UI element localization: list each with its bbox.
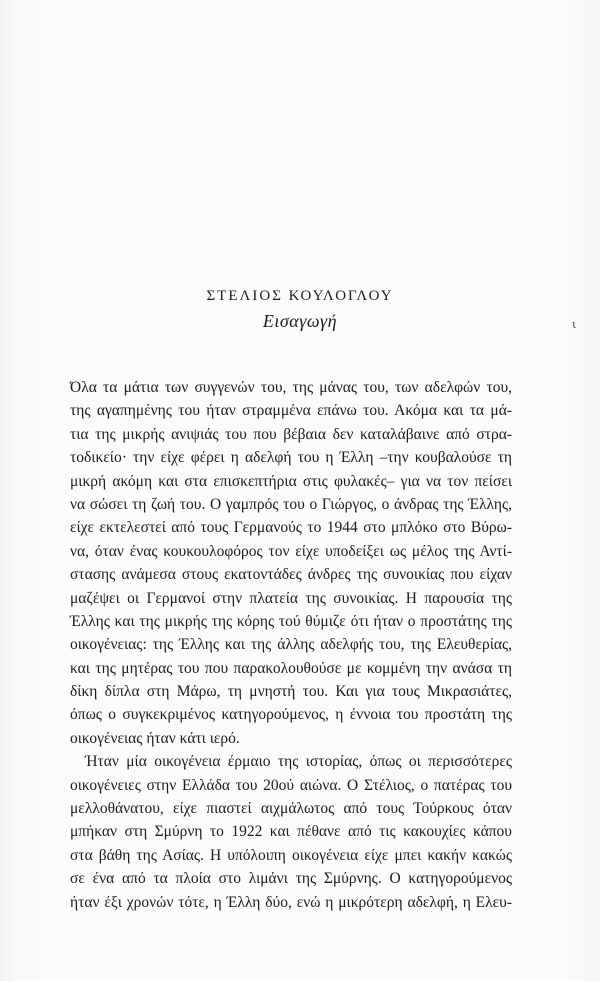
text-line: μικρή ακόμη και στα επισκεπτήρια στις φυλακές– για να τον πείσει bbox=[70, 472, 512, 490]
text-line: Έλλης και της μικρής της κόρης τού θύμιζε ότι ήταν ο προστάτης της bbox=[70, 612, 512, 630]
text-line: μπήκαν στη Σμύρνη το 1922 και πέθανε από τις κακουχίες κάπου bbox=[70, 823, 512, 841]
paragraph bbox=[70, 376, 512, 750]
paragraph bbox=[70, 750, 512, 914]
text-line: οικογένειας: της Έλλης και της άλλης αδελφής του, της Ελευθερίας, bbox=[70, 636, 512, 654]
margin-mark: ι bbox=[572, 318, 577, 331]
text-line: Όλα τα μάτια των συγγενών του, της μάνας του, των αδελφών του, bbox=[70, 379, 512, 396]
text-line: να, όταν ένας κουκουλοφόρος τον είχε υποδείξει ως μέλος της Αντί- bbox=[70, 542, 512, 560]
text-line: ήταν έξι χρονών τότε, η Έλλη δύο, ενώ η μικρότερη αδελφή, η Ελευ- bbox=[70, 893, 512, 911]
text-line: της αγαπημένης του ήταν στραμμένα επάνω του. Ακόμα και τα μά- bbox=[70, 402, 512, 420]
text-line: μελλοθάνατου, είχε πιαστεί αιχμάλωτος από τους Τούρκους όταν bbox=[70, 800, 512, 818]
text-line: όπως ο συγκεκριμένος κατηγορούμενος, η έννοια του προστάτη της bbox=[70, 706, 512, 724]
text-line: στασης ανάμεσα στους εκατοντάδες άνδρες της συνοικίας που είχαν bbox=[70, 566, 512, 584]
author-name: ΣΤΕΛΙΟΣ ΚΟΥΛΟΓΛΟΥ bbox=[206, 288, 394, 304]
text-line: οικογένειες στην Ελλάδα του 20ού αιώνα. Ο Στέλιος, ο πατέρας του bbox=[70, 776, 512, 794]
text-line: Ήταν μία οικογένεια έρμαιο της ιστορίας, όπως οι περισσότερες bbox=[85, 753, 512, 771]
text-line: οικογένειας ήταν κάτι ιερό. bbox=[70, 729, 240, 747]
text-line: να σώσει τη ζωή του. Ο γαμπρός του ο Γιώργος, ο άνδρας της Έλλης, bbox=[70, 495, 512, 513]
chapter-title: Εισαγωγή bbox=[262, 311, 338, 331]
text-line: στα βάθη της Ασίας. Η υπόλοιπη οικογένεια είχε μπει κακήν κακώς bbox=[70, 846, 512, 864]
text-line: τια της μικρής ανιψιάς του που βέβαια δεν καταλάβαινε από στρα- bbox=[70, 425, 512, 443]
text-line: είχε εκτελεστεί από τους Γερμανούς το 1944 στο μπλόκο στο Βύρω- bbox=[70, 519, 512, 537]
text-line: τοδικείο· την είχε φέρει η αδελφή του η Έλλη –την κουβαλούσε τη bbox=[70, 449, 512, 467]
text-line: δίκη δίπλα στη Μάρω, τη μνηστή του. Και για τους Μικρασιάτες, bbox=[70, 683, 512, 701]
text-line: σε ένα από τα πλοία στο λιμάνι της Σμύρνης. Ο κατηγορούμενος bbox=[70, 870, 512, 888]
text-line: μαζέψει οι Γερμανοί στην πλατεία της συνοικίας. Η παρουσία της bbox=[70, 589, 512, 607]
text-line: και της μητέρας του που παρακολουθούσε με κομμένη την ανάσα τη bbox=[70, 659, 512, 677]
body-text bbox=[70, 376, 512, 914]
